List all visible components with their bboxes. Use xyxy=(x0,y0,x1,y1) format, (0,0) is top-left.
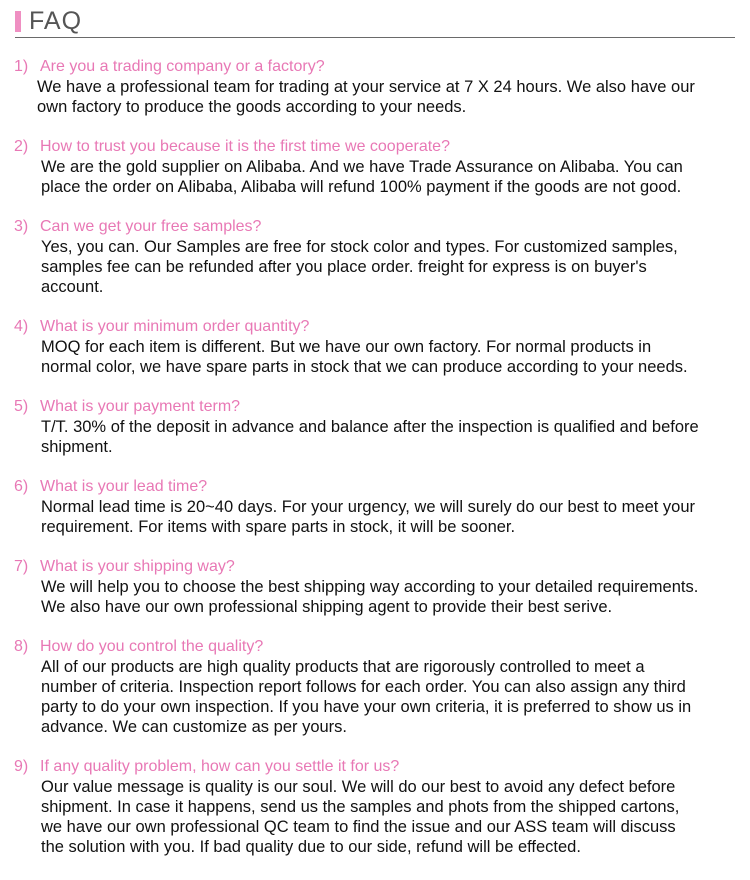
question-number: 4) xyxy=(14,318,29,335)
answer-line: shipment. xyxy=(41,438,113,456)
faq-question xyxy=(14,637,263,657)
faq-answer xyxy=(41,657,737,737)
faq-answer xyxy=(41,577,737,617)
question-text: What is your payment term? xyxy=(40,398,241,415)
faq-answer xyxy=(41,157,737,197)
question-text: What is your minimum order quantity? xyxy=(40,318,310,335)
answer-line: place the order on Alibaba, Alibaba will refund 100% payment if the goods are not good. xyxy=(41,178,682,196)
faq-question xyxy=(14,217,261,237)
answer-line: We will help you to choose the best shipping way according to your detailed requirements. xyxy=(41,578,699,596)
faq-question xyxy=(14,397,240,417)
answer-line: party to do your own inspection. If you have your own criteria, it is preferred to show us in xyxy=(41,698,692,716)
question-text: How to trust you because it is the first time we cooperate? xyxy=(40,138,450,155)
faq-header xyxy=(15,8,735,38)
answer-line: We have a professional team for trading at your service at 7 X 24 hours. We also have our xyxy=(37,78,695,96)
answer-line: MOQ for each item is different. But we have our own factory. For normal products in xyxy=(41,338,652,356)
answer-line: requirement. For items with spare parts in stock, it will be sooner. xyxy=(41,518,516,536)
faq-question xyxy=(14,757,399,777)
answer-line: T/T. 30% of the deposit in advance and balance after the inspection is qualified and before xyxy=(41,418,699,436)
question-text: Can we get your free samples? xyxy=(40,218,262,235)
faq-question xyxy=(14,477,207,497)
question-text: If any quality problem, how can you settle it for us? xyxy=(40,758,400,775)
answer-line: the solution with you. If bad quality due to our side, refund will be effected. xyxy=(41,838,581,856)
faq-question xyxy=(14,57,325,77)
question-text: Are you a trading company or a factory? xyxy=(40,58,325,75)
answer-line: we have our own professional QC team to find the issue and our ASS team will discuss xyxy=(41,818,676,836)
question-number: 1) xyxy=(14,58,29,75)
faq-question xyxy=(14,557,235,577)
answer-line: shipment. In case it happens, send us the samples and phots from the shipped cartons, xyxy=(41,798,680,816)
answer-line: normal color, we have spare parts in stock that we can produce according to your needs. xyxy=(41,358,688,376)
faq-answer xyxy=(41,337,737,377)
answer-line: We also have our own professional shipping agent to provide their best serive. xyxy=(41,598,613,616)
answer-line: samples fee can be refunded after you place order. freight for express is on buyer's xyxy=(41,258,647,276)
answer-line: account. xyxy=(41,278,104,296)
question-number: 3) xyxy=(14,218,29,235)
question-number: 7) xyxy=(14,558,29,575)
answer-line: Normal lead time is 20~40 days. For your urgency, we will surely do our best to meet your xyxy=(41,498,696,516)
answer-line: own factory to produce the goods according to your needs. xyxy=(37,98,467,116)
question-text: What is your shipping way? xyxy=(40,558,235,575)
page-title: FAQ xyxy=(29,7,83,35)
answer-line: Yes, you can. Our Samples are free for stock color and types. For customized samples, xyxy=(41,238,678,256)
faq-answer xyxy=(37,77,733,117)
question-number: 8) xyxy=(14,638,29,655)
faq-answer xyxy=(41,777,737,857)
answer-line: We are the gold supplier on Alibaba. And we have Trade Assurance on Alibaba. You can xyxy=(41,158,683,176)
answer-line: advance. We can customize as per yours. xyxy=(41,718,348,736)
question-number: 2) xyxy=(14,138,29,155)
answer-line: Our value message is quality is our soul. We will do our best to avoid any defect before xyxy=(41,778,676,796)
question-number: 6) xyxy=(14,478,29,495)
question-text: How do you control the quality? xyxy=(40,638,264,655)
faq-question xyxy=(14,137,450,157)
header-accent-bar xyxy=(15,11,21,32)
faq-answer xyxy=(41,417,737,457)
faq-question xyxy=(14,317,309,337)
answer-line: All of our products are high quality products that are rigorously controlled to meet a xyxy=(41,658,645,676)
question-number: 9) xyxy=(14,758,29,775)
answer-line: number of criteria. Inspection report follows for each order. You can also assign any third xyxy=(41,678,686,696)
question-text: What is your lead time? xyxy=(40,478,208,495)
question-number: 5) xyxy=(14,398,29,415)
faq-answer xyxy=(41,497,737,537)
faq-answer xyxy=(41,237,737,297)
